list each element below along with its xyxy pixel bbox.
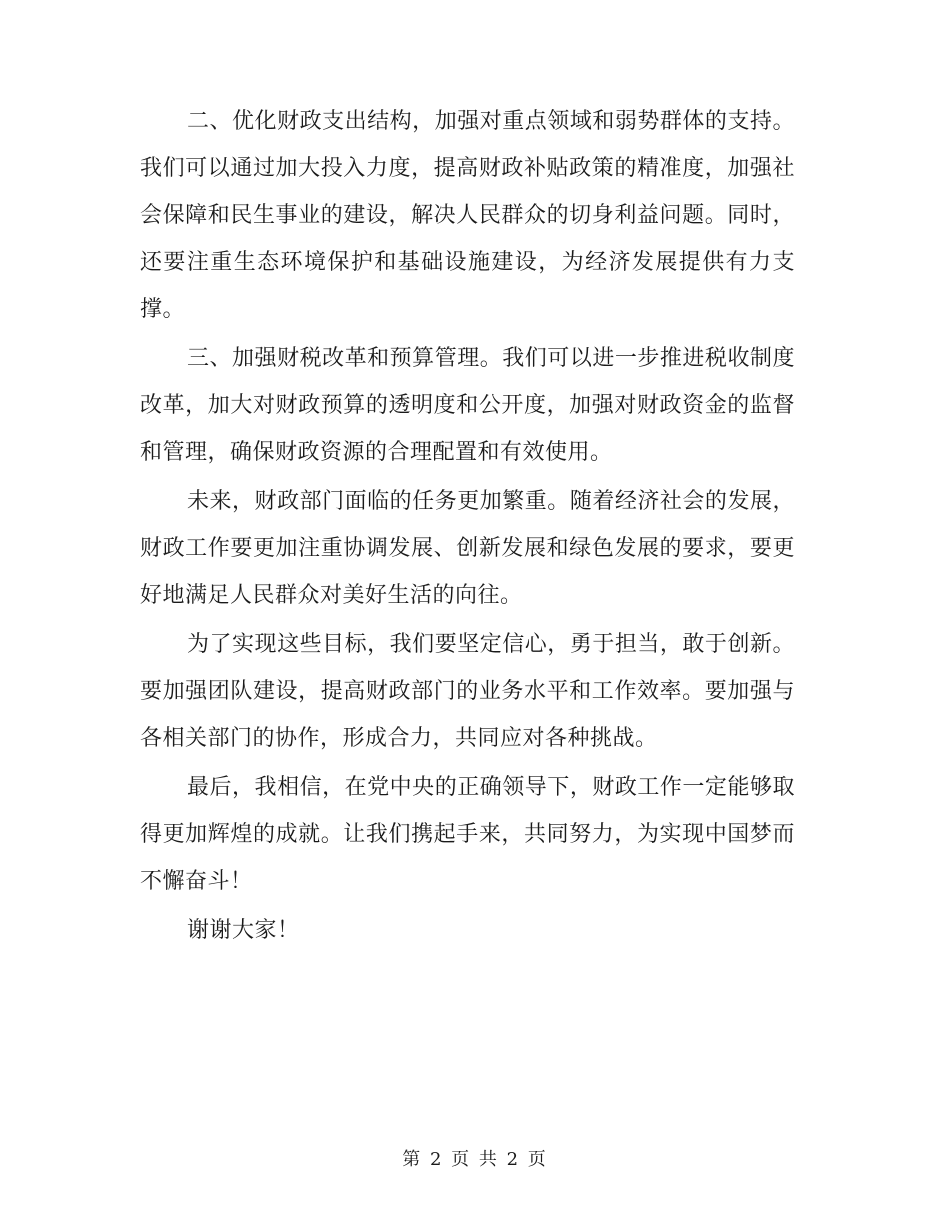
paragraph-future-tasks: 未来，财政部门面临的任务更加繁重。随着经济社会的发展，财政工作要更加注重协调发展、创新发展和绿色发展的要求，要更好地满足人民群众对美好生活的向往。 — [140, 489, 795, 608]
paragraph-thanks: 谢谢大家！ — [187, 918, 300, 943]
paragraph-tax-reform: 三、加强财税改革和预算管理。我们可以进一步推进税收制度改革，加大对财政预算的透明度和公开度，加强对财政资金的监督和管理，确保财政资源的合理配置和有效使用。 — [140, 346, 795, 465]
paragraph-goals: 为了实现这些目标，我们要坚定信心，勇于担当，敢于创新。要加强团队建设，提高财政部门的业务水平和工作效率。要加强与各相关部门的协作，形成合力，共同应对各种挑战。 — [140, 632, 795, 751]
page-number-footer: 第 2 页 共 2 页 — [402, 1149, 548, 1170]
document-body — [140, 98, 795, 956]
paragraph-expenditure-structure: 二、优化财政支出结构，加强对重点领域和弱势群体的支持。我们可以通过加大投入力度，提高财政补贴政策的精准度，加强社会保障和民生事业的建设，解决人民群众的切身利益问题。同时，还要注重生态环境保护和基础设施建设，为经济发展提供有力支撑。 — [140, 109, 795, 322]
paragraph-conclusion: 最后，我相信，在党中央的正确领导下，财政工作一定能够取得更加辉煌的成就。让我们携起手来，共同努力，为实现中国梦而不懈奋斗！ — [140, 775, 795, 894]
